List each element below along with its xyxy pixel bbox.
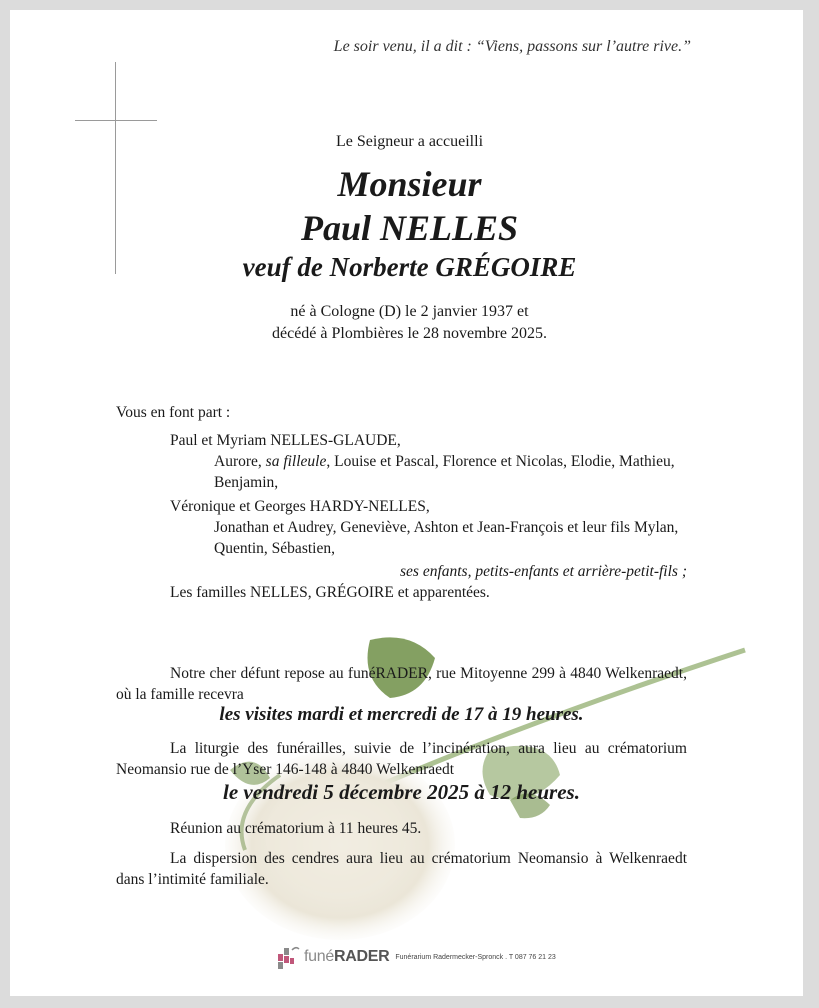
family-line-3: Les familles NELLES, GRÉGOIRE et apparentées. bbox=[170, 584, 490, 601]
family-header: Vous en font part : bbox=[116, 404, 231, 421]
logo-bold: RADER bbox=[333, 948, 390, 965]
death-line: décédé à Plombières le 28 novembre 2025. bbox=[271, 325, 548, 342]
title-honorific: Monsieur bbox=[337, 164, 482, 204]
family-line-2-children: Jonathan et Audrey, Geneviève, Ashton et Jean-François et leur fils Mylan, Quentin, Sébastien, bbox=[214, 519, 679, 557]
title-name: Paul NELLES bbox=[300, 208, 519, 248]
family-text: , Louise et Pascal, Florence et Nicolas, Elodie, Mathieu, Benjamin, bbox=[214, 453, 675, 491]
family-text: Aurore, bbox=[214, 453, 262, 470]
visiting-hours: les visites mardi et mercredi de 17 à 19 heures. bbox=[219, 704, 584, 725]
footer-logo-bar bbox=[278, 942, 556, 972]
funerarium-logo-text bbox=[304, 948, 389, 966]
title-widower: veuf de Norberte GRÉGOIRE bbox=[242, 252, 577, 282]
cross-horizontal-bar bbox=[75, 120, 157, 121]
funerarium-logo-icon bbox=[278, 944, 300, 970]
family-italic: sa filleule bbox=[265, 453, 327, 470]
epigraph-quote: Le soir venu, il a dit : “Viens, passons sur l’autre rive.” bbox=[333, 38, 691, 55]
footer-contact: Funérarium Radermecker-Spronck . T 087 76 21 23 bbox=[395, 953, 556, 961]
logo-light: funé bbox=[304, 948, 334, 965]
family-line-2: Véronique et Georges HARDY-NELLES, bbox=[170, 498, 430, 515]
ceremony-rest-text: Notre cher défunt repose au funéRADER, rue Mitoyenne 299 à 4840 Welkenraedt, où la famille recevra bbox=[116, 665, 687, 703]
family-note: ses enfants, petits-enfants et arrière-petit-fils ; bbox=[400, 563, 687, 580]
ceremony-reunion-text: Réunion au crématorium à 11 heures 45. bbox=[170, 820, 422, 837]
intro-line: Le Seigneur a accueilli bbox=[335, 133, 484, 150]
family-line-1: Paul et Myriam NELLES-GLAUDE, bbox=[170, 432, 401, 449]
family-line-1-children bbox=[214, 451, 684, 493]
birth-line: né à Cologne (D) le 2 janvier 1937 et bbox=[290, 303, 529, 320]
birth-death-info bbox=[0, 301, 819, 345]
funeral-date: le vendredi 5 décembre 2025 à 12 heures. bbox=[223, 780, 580, 804]
ceremony-dispersion-text: La dispersion des cendres aura lieu au crématorium Neomansio à Welkenraedt dans l’intimité familiale. bbox=[116, 850, 687, 888]
ceremony-liturgy-text: La liturgie des funérailles, suivie de l’incinération, aura lieu au crématorium Neomansio rue de l’Yser 146-148 à 4840 Welkenraedt bbox=[116, 740, 687, 778]
